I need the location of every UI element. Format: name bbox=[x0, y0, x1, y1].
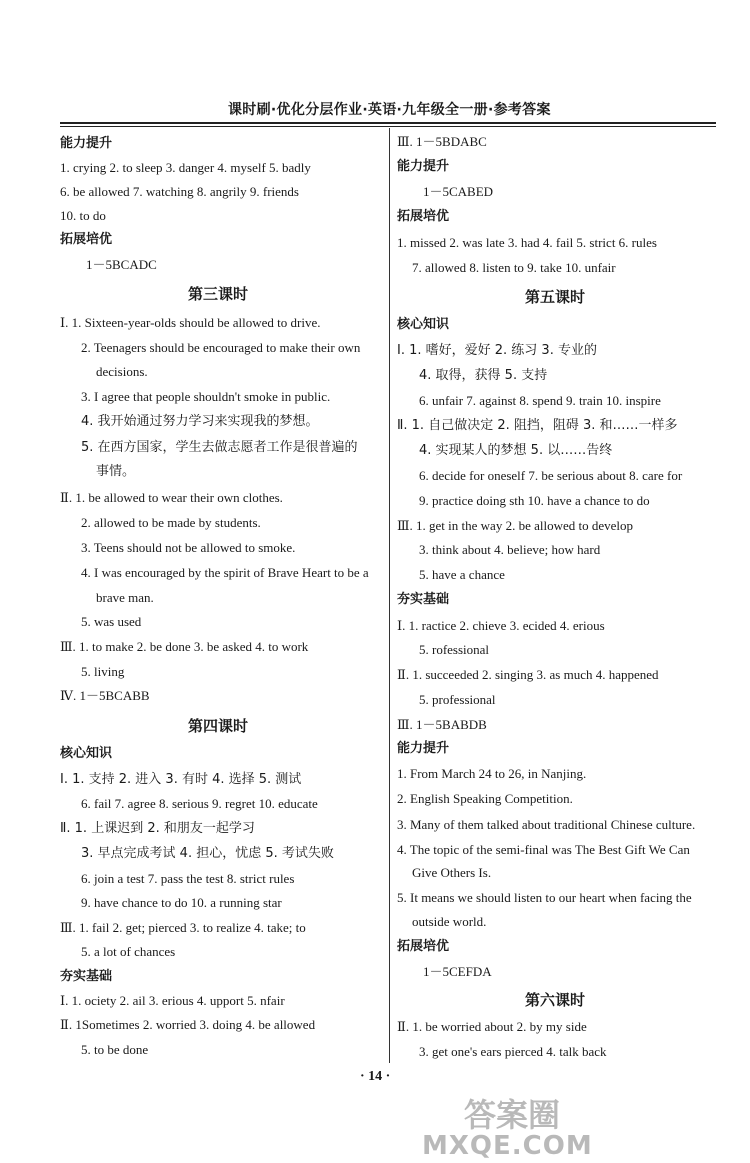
header-rule-thin bbox=[60, 126, 716, 127]
answer-line: 5. have a chance bbox=[419, 567, 505, 582]
answer-line: Ⅰ. 1. ractice 2. chieve 3. ecided 4. erious bbox=[397, 618, 605, 633]
answer-line: Ⅲ. 1－5BDABC bbox=[397, 134, 487, 149]
answer-line: 4. 取得，获得 5. 支持 bbox=[419, 368, 548, 383]
answer-line: 3. think about 4. believe; how hard bbox=[419, 542, 601, 557]
answer-line: 1. From March 24 to 26, in Nanjing. bbox=[397, 766, 587, 781]
answer-line: Ⅲ. 1. fail 2. get; pierced 3. to realize 4. take; to bbox=[60, 920, 306, 935]
answer-line: 6. unfair 7. against 8. spend 9. train 10. inspire bbox=[419, 393, 661, 408]
answer-line: 2. English Speaking Competition. bbox=[397, 791, 573, 806]
answer-line: 2. Teenagers should be encouraged to make their own bbox=[81, 340, 361, 355]
answer-line: 5. It means we should listen to our heart when facing the bbox=[397, 890, 692, 905]
answer-line: Ⅱ. 1Sometimes 2. worried 3. doing 4. be allowed bbox=[60, 1017, 316, 1032]
lesson-title: 第四课时 bbox=[188, 717, 249, 735]
section-heading: 能力提升 bbox=[397, 741, 450, 756]
section-heading: 拓展培优 bbox=[397, 939, 450, 954]
answer-line: Ⅰ. 1. ociety 2. ail 3. erious 4. upport 5. nfair bbox=[60, 993, 285, 1008]
answer-line: 5. professional bbox=[419, 692, 496, 707]
answer-line: 6. join a test 7. pass the test 8. strict rules bbox=[81, 871, 295, 886]
answer-line: 3. 早点完成考试 4. 担心，忧虑 5. 考试失败 bbox=[81, 846, 334, 861]
answer-line: Ⅱ. 1. succeeded 2. singing 3. as much 4. happened bbox=[397, 667, 659, 682]
answer-line: Ⅲ. 1. get in the way 2. be allowed to develop bbox=[397, 518, 634, 533]
answer-line: 5. living bbox=[81, 664, 125, 679]
page-number: · 14 · bbox=[360, 1069, 391, 1084]
lesson-title: 第五课时 bbox=[525, 288, 586, 306]
answer-line: brave man. bbox=[96, 590, 154, 605]
answer-line: 6. fail 7. agree 8. serious 9. regret 10. educate bbox=[81, 796, 318, 811]
lesson-title: 第六课时 bbox=[525, 991, 586, 1009]
page-header: 课时刷·优化分层作业·英语·九年级全一册·参考答案 bbox=[228, 102, 551, 118]
answer-line: 5. to be done bbox=[81, 1042, 149, 1057]
answer-line: Ⅱ. 1. 自己做决定 2. 阻挡，阻碍 3. 和……一样多 bbox=[397, 418, 678, 433]
section-heading: 能力提升 bbox=[397, 159, 450, 174]
answer-line: 5. was used bbox=[81, 614, 142, 629]
answer-line: 9. practice doing sth 10. have a chance to do bbox=[419, 493, 650, 508]
answer-line: 4. 我开始通过努力学习来实现我的梦想。 bbox=[81, 414, 319, 429]
answer-line: 1－5BCADC bbox=[86, 257, 157, 272]
answer-line: Ⅰ. 1. 嗜好，爱好 2. 练习 3. 专业的 bbox=[397, 343, 597, 358]
watermark-logo bbox=[418, 1092, 736, 1158]
answer-line: 2. allowed to be made by students. bbox=[81, 515, 261, 530]
answer-line: 事情。 bbox=[96, 464, 136, 479]
answer-line: decisions. bbox=[96, 364, 148, 379]
answer-line: 3. get one's ears pierced 4. talk back bbox=[419, 1044, 607, 1059]
answer-line: 5. rofessional bbox=[419, 642, 490, 657]
answer-line: 4. 实现某人的梦想 5. 以……告终 bbox=[419, 443, 613, 458]
answer-line: 7. allowed 8. listen to 9. take 10. unfair bbox=[412, 260, 616, 275]
answer-line: 3. I agree that people shouldn't smoke in public. bbox=[81, 389, 331, 404]
header-rule-thick bbox=[60, 122, 716, 124]
section-heading: 拓展培优 bbox=[397, 209, 450, 224]
section-heading: 夯实基础 bbox=[60, 969, 113, 984]
answer-line: 1. crying 2. to sleep 3. danger 4. myself 5. badly bbox=[60, 160, 311, 175]
answer-line: Ⅰ. 1. Sixteen-year-olds should be allowed to drive. bbox=[60, 315, 321, 330]
answer-line: outside world. bbox=[412, 914, 487, 929]
answer-line: Ⅲ. 1. to make 2. be done 3. be asked 4. to work bbox=[60, 639, 309, 654]
lesson-title: 第三课时 bbox=[188, 285, 249, 303]
answer-line: 3. Many of them talked about traditional Chinese culture. bbox=[397, 817, 696, 832]
answer-line: 5. a lot of chances bbox=[81, 944, 176, 959]
answer-line: 1－5CABED bbox=[423, 184, 494, 199]
section-heading: 核心知识 bbox=[397, 317, 450, 332]
answer-line: Ⅱ. 1. be worried about 2. by my side bbox=[397, 1019, 587, 1034]
watermark-top-text: 答案圈 bbox=[464, 1096, 561, 1134]
section-heading: 夯实基础 bbox=[397, 592, 450, 607]
section-heading: 能力提升 bbox=[60, 136, 113, 151]
answer-line: 9. have chance to do 10. a running star bbox=[81, 895, 282, 910]
watermark-bottom-text: MXQE.COM bbox=[422, 1131, 593, 1158]
answer-line: Give Others Is. bbox=[412, 865, 492, 880]
answer-line: 4. The topic of the semi-final was The Best Gift We Can bbox=[397, 842, 690, 857]
answer-line: Ⅰ. 1. 支持 2. 进入 3. 有时 4. 选择 5. 测试 bbox=[60, 772, 302, 787]
answer-line: 1. missed 2. was late 3. had 4. fail 5. strict 6. rules bbox=[397, 235, 657, 250]
answer-line: Ⅱ. 1. 上课迟到 2. 和朋友一起学习 bbox=[60, 821, 255, 836]
answer-line: Ⅳ. 1－5BCABB bbox=[60, 688, 150, 703]
answer-line: Ⅱ. 1. be allowed to wear their own clothes. bbox=[60, 490, 283, 505]
answer-line: 4. I was encouraged by the spirit of Brave Heart to be a bbox=[81, 565, 369, 580]
section-heading: 拓展培优 bbox=[60, 232, 113, 247]
column-divider bbox=[389, 128, 390, 1063]
answer-line: 10. to do bbox=[60, 208, 106, 223]
answer-line: 6. be allowed 7. watching 8. angrily 9. friends bbox=[60, 184, 299, 199]
answer-line: Ⅲ. 1－5BABDB bbox=[397, 717, 487, 732]
answer-line: 6. decide for oneself 7. be serious about 8. care for bbox=[419, 468, 683, 483]
section-heading: 核心知识 bbox=[60, 746, 113, 761]
answer-line: 3. Teens should not be allowed to smoke. bbox=[81, 540, 296, 555]
answer-line: 5. 在西方国家，学生去做志愿者工作是很普遍的 bbox=[81, 440, 358, 455]
answer-line: 1－5CEFDA bbox=[423, 964, 492, 979]
